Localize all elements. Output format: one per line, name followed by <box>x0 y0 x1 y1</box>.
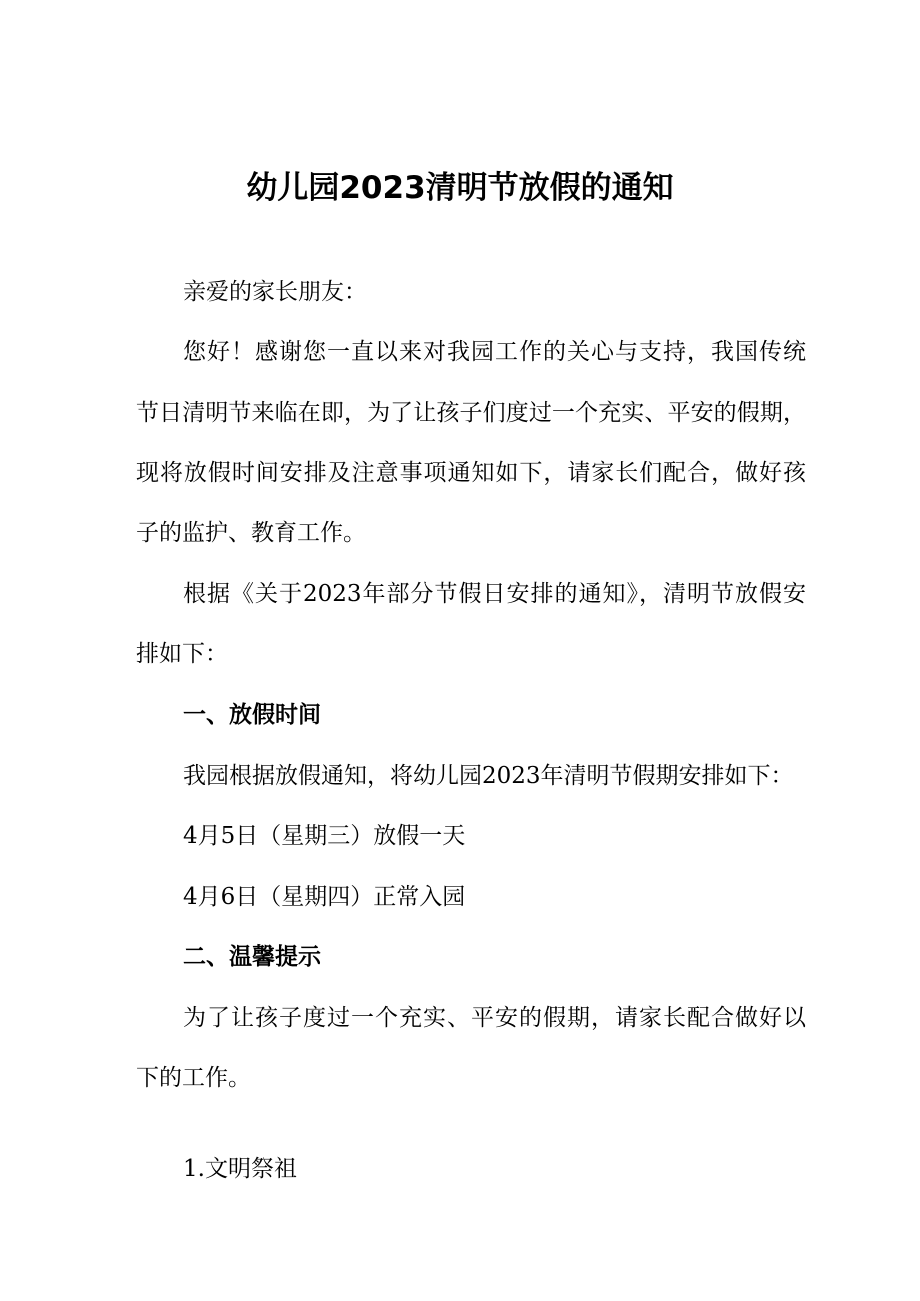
section-heading-tips: 二、温馨提示 <box>183 944 321 970</box>
salutation: 亲爱的家长朋友： <box>183 279 367 305</box>
tips-line-1: 为了让孩子度过一个充实、平安的假期，请家长配合做好以 <box>183 1005 806 1031</box>
basis-line-2: 排如下： <box>136 641 228 667</box>
intro-line-3: 现将放假时间安排及注意事项通知如下，请家长们配合，做好孩 <box>136 460 806 486</box>
tip-item-1: 1.文明祭祖 <box>183 1156 297 1182</box>
intro-line-2: 节日清明节来临在即，为了让孩子们度过一个充实、平安的假期， <box>136 400 806 426</box>
intro-line-4: 子的监护、教育工作。 <box>136 520 366 546</box>
return-date-line: 4月6日（星期四）正常入园 <box>183 884 466 910</box>
tips-line-2: 下的工作。 <box>136 1065 251 1091</box>
holiday-arrangement-line: 我园根据放假通知，将幼儿园2023年清明节假期安排如下： <box>183 763 794 789</box>
holiday-date-line: 4月5日（星期三）放假一天 <box>183 823 466 849</box>
basis-line-1: 根据《关于2023年部分节假日安排的通知》，清明节放假安 <box>183 581 806 607</box>
intro-line-1: 您好！感谢您一直以来对我园工作的关心与支持，我国传统 <box>183 339 806 365</box>
document-title: 幼儿园2023清明节放假的通知 <box>246 170 674 206</box>
section-heading-holiday-time: 一、放假时间 <box>183 702 321 728</box>
